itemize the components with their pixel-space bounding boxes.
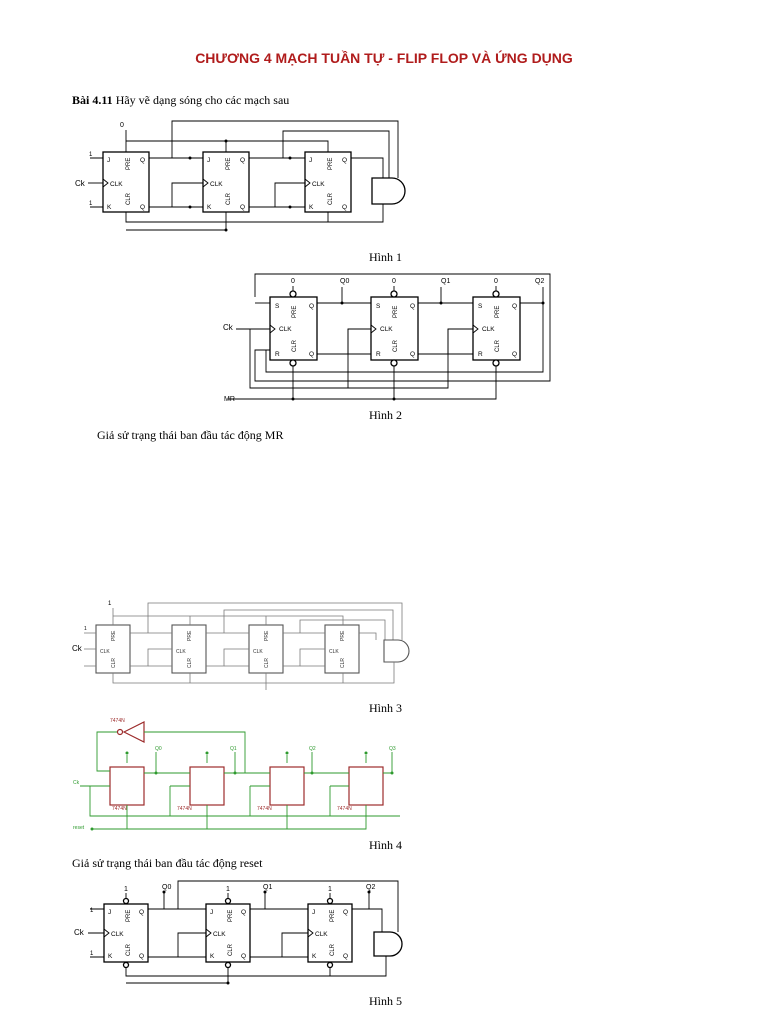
pin-k: K [210,953,215,960]
preset-label: 0 [392,278,396,285]
out-q0: Q0 [162,884,172,891]
note-mr: Giả sử trạng thái ban đầu tác động MR [97,428,284,442]
pin-pre: PRE [111,630,117,641]
and-gate [374,932,402,956]
pin-clk: CLK [279,326,292,333]
pin-k: K [309,204,314,211]
pin-qn: Q [241,953,247,960]
pin-clk: CLK [210,181,223,188]
pin-k: K [312,953,317,960]
mr-label: MR [224,396,235,403]
pin-clk: CLK [482,326,495,333]
preset-label: 0 [494,278,498,285]
ic-label: 7474N [110,718,125,724]
pin-clk: CLK [315,931,328,938]
pin-s: S [376,303,381,310]
chapter-title: CHƯƠNG 4 MẠCH TUẦN TỰ - FLIP FLOP VÀ ỨNG DỤNG [195,50,573,66]
out-q0: Q0 [155,746,162,752]
note-reset: Giả sử trạng thái ban đầu tác động reset [72,856,263,870]
pin-clr: CLR [111,657,117,668]
pin-q: Q [343,909,349,916]
clock-label: Ck [223,323,233,332]
preset-label: 0 [291,278,295,285]
pin-qn: Q [512,351,518,358]
pin-pre: PRE [228,909,234,922]
pin-q: Q [410,303,416,310]
preset-label: 1 [328,886,332,893]
out-q2: Q2 [366,884,376,891]
pin-clr: CLR [292,339,298,352]
pin-clk: CLK [312,181,325,188]
pin-clk: CLK [253,649,263,655]
preset-label: 1 [124,886,128,893]
out-q2: Q2 [535,278,545,285]
pin-qn: Q [309,351,315,358]
pin-j: J [108,909,112,916]
pin-q: Q [140,157,146,164]
pin-clr: CLR [226,192,232,205]
pin-s: S [478,303,483,310]
out-q1: Q1 [441,278,451,285]
figure-3-caption: Hình 3 [369,701,402,715]
clock-label: Ck [73,780,80,786]
pin-pre: PRE [226,157,232,170]
ic-label: 7474N [337,806,352,812]
pin-clk: CLK [100,649,110,655]
pin-k: K [108,953,113,960]
pin-clr: CLR [264,657,270,668]
pin-clr: CLR [228,943,234,956]
figure-4-caption: Hình 4 [369,838,402,852]
pin-q: Q [309,303,315,310]
reset-label: reset [73,825,85,831]
pin-q: Q [241,909,247,916]
pin-pre: PRE [187,630,193,641]
pin-qn: Q [240,204,246,211]
pin-clr: CLR [328,192,334,205]
pin-clk: CLK [110,181,123,188]
pin-pre: PRE [328,157,334,170]
clock-label: Ck [74,928,84,937]
pin-clr: CLR [393,339,399,352]
pin-j: J [309,157,313,164]
out-q1: Q1 [230,746,237,752]
pin-j: J [210,909,214,916]
pin-j: J [107,157,111,164]
pin-qn: Q [140,204,146,211]
pin-clr: CLR [126,192,132,205]
pin-pre: PRE [264,630,270,641]
pin-clk: CLK [213,931,226,938]
input-j-label: 1 [89,152,93,158]
pin-pre: PRE [340,630,346,641]
clock-label: Ck [72,644,82,653]
clock-label: Ck [75,179,85,188]
pin-pre: PRE [126,157,132,170]
pin-pre: PRE [292,305,298,318]
preset-label: 0 [120,122,124,129]
pin-r: R [478,351,483,358]
pin-clr: CLR [187,657,193,668]
pin-clr: CLR [330,943,336,956]
pin-clk: CLK [329,649,339,655]
ic-label: 7474N [112,806,127,812]
exercise-label: Bài 4.11 [72,93,113,107]
out-q1: Q1 [263,884,273,891]
figure-5-caption: Hình 5 [369,994,402,1008]
pin-q: Q [512,303,518,310]
pin-pre: PRE [330,909,336,922]
pin-r: R [275,351,280,358]
pin-q: Q [240,157,246,164]
pin-qn: Q [343,953,349,960]
figure-1-caption: Hình 1 [369,250,402,264]
pin-clr: CLR [495,339,501,352]
exercise-text: Hãy vẽ dạng sóng cho các mạch sau [112,93,290,107]
pin-j: J [312,909,316,916]
pin-clk: CLK [111,931,124,938]
out-q2: Q2 [309,746,316,752]
preset-label: 1 [108,601,112,607]
input-k-label: 1 [89,201,93,207]
pin-clr: CLR [126,943,132,956]
pin-q: Q [139,909,145,916]
pin-k: K [207,204,212,211]
out-q3: Q3 [389,746,396,752]
pin-q: Q [342,157,348,164]
ic-label: 7474N [177,806,192,812]
pin-s: S [275,303,280,310]
pin-r: R [376,351,381,358]
input-label: 1 [90,908,94,914]
input-label: 1 [90,951,94,957]
out-q0: Q0 [340,278,350,285]
pin-j: J [207,157,211,164]
pin-pre: PRE [126,909,132,922]
pin-clk: CLK [380,326,393,333]
pin-qn: Q [410,351,416,358]
ic-label: 7474N [257,806,272,812]
pin-clr: CLR [340,657,346,668]
pin-qn: Q [139,953,145,960]
pin-k: K [107,204,112,211]
figure-2-caption: Hình 2 [369,408,402,422]
input-label: 1 [84,626,87,632]
pin-qn: Q [342,204,348,211]
pin-pre: PRE [495,305,501,318]
preset-label: 1 [226,886,230,893]
pin-clk: CLK [176,649,186,655]
pin-pre: PRE [393,305,399,318]
